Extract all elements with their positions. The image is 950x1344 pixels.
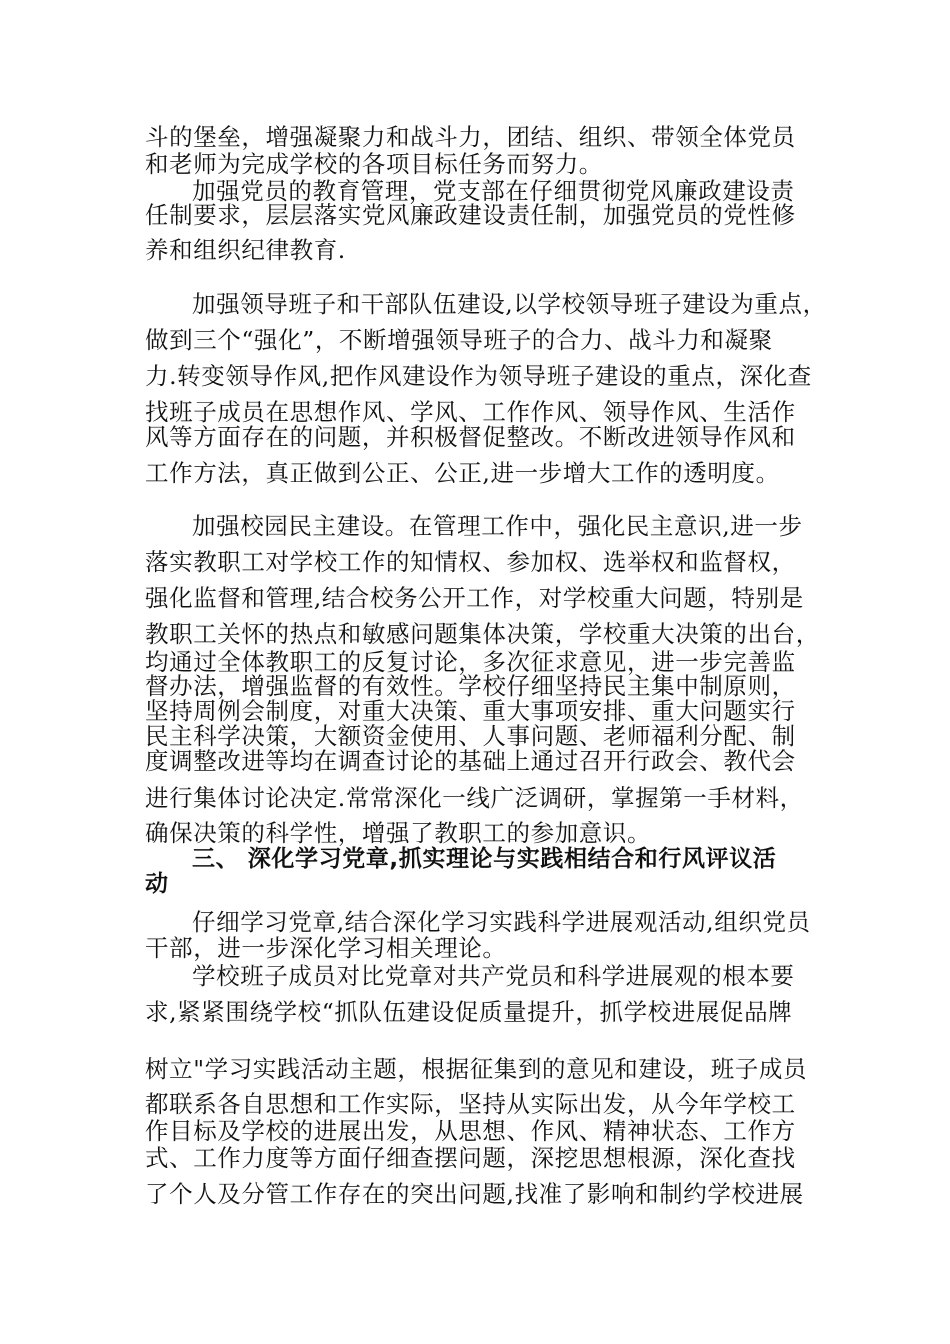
text-line: 确保决策的科学性，增强了教职工的参加意识。	[145, 819, 652, 847]
text-line: 工作方法，真正做到公正、公正,进一步增大工作的透明度。	[145, 459, 780, 487]
text-line: 教职工关怀的热点和敏感问题集体决策，学校重大决策的出台，	[145, 620, 820, 648]
text-line: 了个人及分管工作存在的突出问题,找准了影响和制约学校进展	[145, 1180, 804, 1208]
section-heading: 三、 深化学习党章,抓实理论与实践相结合和行风评议活	[192, 846, 777, 872]
text-line: 学校班子成员对比党章对共产党员和科学进展观的根本要	[192, 962, 795, 990]
text-line: 养和组织纪律教育.	[145, 236, 346, 264]
text-line: 落实教职工对学校工作的知情权、参加权、选举权和监督权，	[145, 548, 796, 576]
section-heading-continuation: 动	[145, 871, 169, 897]
text-line: 加强校园民主建设。在管理工作中，强化民主意识,进一步	[192, 512, 803, 540]
text-line: 督办法，增强监督的有效性。学校仔细坚持民主集中制原则，	[145, 672, 796, 700]
text-line: 斗的堡垒，增强凝聚力和战斗力，团结、组织、带领全体党员	[145, 123, 796, 151]
text-line: 均通过全体教职工的反复讨论，多次征求意见，进一步完善监	[145, 648, 796, 676]
text-line: 力.转变领导作风,把作风建设作为领导班子建设的重点，深化查	[145, 362, 812, 390]
text-line: 民主科学决策，大额资金使用、人事问题、老师福利分配、制	[145, 722, 796, 750]
text-line: 任制要求，层层落实党风廉政建设责任制，加强党员的党性修	[145, 201, 796, 229]
text-line: 式、工作力度等方面仔细查摆问题，深挖思想根源，深化查找	[145, 1144, 796, 1172]
text-line: 仔细学习党章,结合深化学习实践科学进展观活动,组织党员	[192, 908, 811, 936]
text-line: 加强党员的教育管理，党支部在仔细贯彻党风廉政建设责	[192, 177, 795, 205]
text-line: 找班子成员在思想作风、学风、工作作风、领导作风、生活作	[145, 398, 796, 426]
text-line: 风等方面存在的问题，并积极督促整改。不断改进领导作风和	[145, 423, 796, 451]
text-line: 加强领导班子和干部队伍建设,以学校领导班子建设为重点，	[192, 290, 827, 318]
text-line: 树立"学习实践活动主题，根据征集到的意见和建设，班子成员	[145, 1055, 808, 1083]
text-line: 都联系各自思想和工作实际，坚持从实际出发，从今年学校工	[145, 1090, 796, 1118]
text-line: 进行集体讨论决定.常常深化一线广泛调研，掌握第一手材料，	[145, 784, 804, 812]
text-line: 和老师为完成学校的各项目标任务而努力。	[145, 150, 603, 178]
text-line: 求,紧紧围绕学校“抓队伍建设促质量提升，抓学校进展促品牌	[145, 998, 793, 1026]
text-line: 坚持周例会制度，对重大决策、重大事项安排、重大问题实行	[145, 697, 796, 725]
text-line: 做到三个“强化”，不断增强领导班子的合力、战斗力和凝聚	[145, 326, 773, 354]
text-line: 强化监督和管理,结合校务公开工作，对学校重大问题，特别是	[145, 584, 804, 612]
text-line: 作目标及学校的进展出发，从思想、作风、精神状态、工作方	[145, 1117, 796, 1145]
text-line: 度调整改进等均在调查讨论的基础上通过召开行政会、教代会	[145, 747, 796, 775]
text-line: 干部，进一步深化学习相关理论。	[145, 934, 507, 962]
